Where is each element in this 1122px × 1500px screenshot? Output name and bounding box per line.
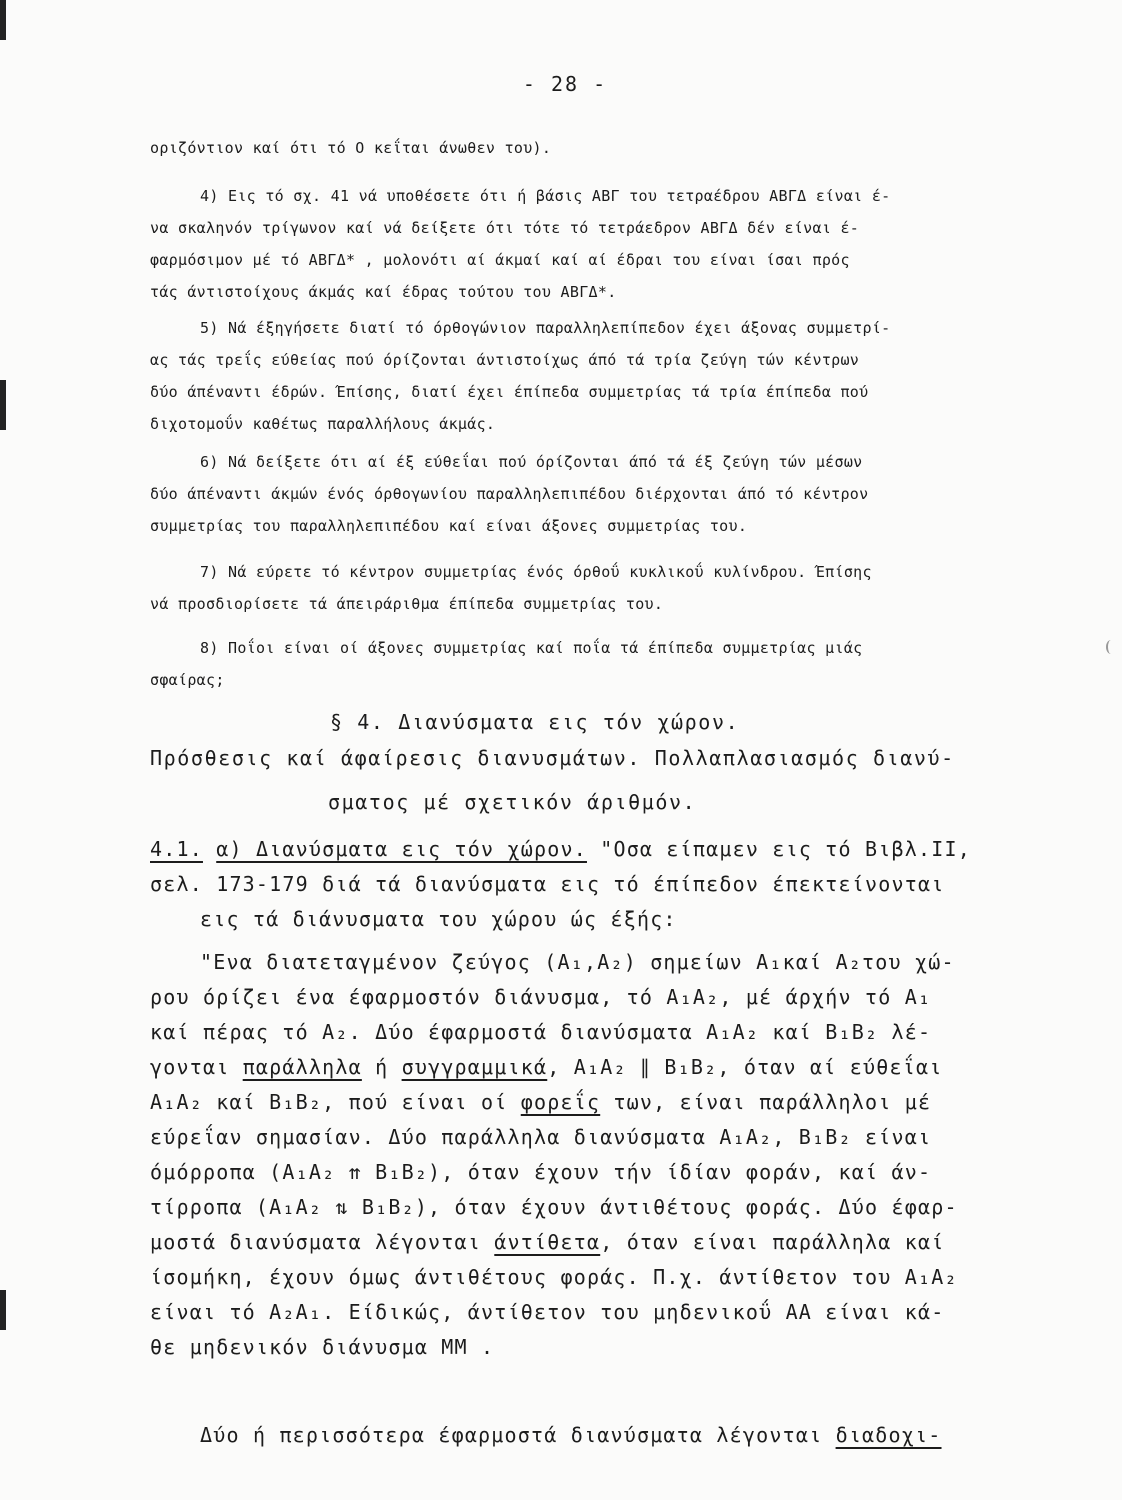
exercise-5 bbox=[150, 312, 1010, 440]
text-line: σελ. 173-179 διά τά διανύσματα εις τό έπίπεδον έπεκτείνονται bbox=[150, 872, 945, 896]
text-line: είναι τό Α₂Α₁. Είδικώς, άντίθετον του μηδενικοΰ ΑΑ είναι κά- bbox=[150, 1300, 945, 1324]
text-line: οριζόντιον καί ότι τό Ο κεΐται άνωθεν του). bbox=[150, 139, 552, 157]
text-line: εύρεΐαν σημασίαν. Δύο παράλληλα διανύσματα Α₁Α₂, Β₁Β₂ είναι bbox=[150, 1125, 932, 1149]
text-line: φαρμόσιμον μέ τό ΑΒΓΔ* , μολονότι αί άκμαί καί αί έδραι του είναι ίσαι πρός bbox=[150, 251, 850, 269]
text-line: σφαίρας; bbox=[150, 671, 225, 689]
text-span: , Α₁Α₂ ∥ Β₁Β₂, όταν αί εύθεΐαι bbox=[547, 1055, 943, 1079]
text-line bbox=[150, 832, 1010, 867]
text-line bbox=[150, 1225, 1010, 1260]
section-subtitle-cont: σματος μέ σχετικόν άριθμόν. bbox=[328, 790, 697, 814]
paragraph-4-1 bbox=[150, 832, 1010, 937]
text-line: εις τά διάνυσματα του χώρου ώς έξής: bbox=[200, 907, 677, 931]
text-line: "Ενα διατεταγμένον ζεύγος (Α₁,Α₂) σημείων Α₁καί Α₂του χώ- bbox=[200, 950, 955, 974]
text-line bbox=[150, 1085, 1010, 1120]
paragraph-definitions bbox=[150, 945, 1010, 1365]
exercise-8 bbox=[150, 632, 1010, 696]
text-line: τίρροπα (Α₁Α₂ ⇅ Β₁Β₂), όταν έχουν άντιθέτους φοράς. Δύο έφαρ- bbox=[150, 1195, 958, 1219]
term-opposite: άντίθετα bbox=[494, 1230, 601, 1254]
text-span: Δύο ή περισσότερα έφαρμοστά διανύσματα λέγονται bbox=[200, 1423, 836, 1447]
text-line: ρου όρίζει ένα έφαρμοστόν διάνυσμα, τό Α₁Α₂, μέ άρχήν τό Α₁ bbox=[150, 985, 932, 1009]
scan-edge-mark bbox=[0, 1290, 6, 1330]
term-collinear: συγγραμμικά bbox=[401, 1055, 548, 1079]
paragraph-number: 4.1. bbox=[150, 837, 203, 861]
text-line: 7) Νά εύρετε τό κέντρον συμμετρίας ένός όρθοΰ κυκλικοΰ κυλίνδρου. Έπίσης bbox=[200, 563, 872, 581]
text-span: "Οσα είπαμεν εις τό Βιβλ.ΙΙ, bbox=[586, 837, 971, 861]
section-subtitle: Πρόσθεσις καί άφαίρεσις διανυσμάτων. Πολλαπλασιασμός διανύ- bbox=[150, 746, 955, 770]
exercise-4 bbox=[150, 180, 1010, 308]
text-line: 5) Νά έξηγήσετε διατί τό όρθογώνιον παραλληλεπίπεδον έχει άξονας συμμετρί- bbox=[200, 319, 891, 337]
exercise-7 bbox=[150, 556, 1010, 620]
text-line: ας τάς τρεΐς εύθείας πού όρίζονται άντιστοίχως άπό τά τρία ζεύγη τών κέντρων bbox=[150, 351, 860, 369]
text-line: τάς άντιστοίχους άκμάς καί έδρας τούτου του ΑΒΓΔ*. bbox=[150, 283, 617, 301]
exercise-6 bbox=[150, 446, 1010, 542]
paragraph-consecutive bbox=[150, 1418, 1010, 1453]
term-consecutive: διαδοχι- bbox=[835, 1423, 942, 1447]
text-line: θε μηδενικόν διάνυσμα ΜΜ . bbox=[150, 1335, 495, 1359]
term-carriers: φορεΐς bbox=[520, 1090, 601, 1114]
term-parallel: παράλληλα bbox=[242, 1055, 362, 1079]
text-span: ή bbox=[361, 1055, 402, 1079]
margin-mark bbox=[1106, 640, 1116, 654]
text-span: Α₁Α₂ καί Β₁Β₂, πού είναι οί bbox=[150, 1090, 521, 1114]
text-line: νά προσδιορίσετε τά άπειράριθμα έπίπεδα συμμετρίας του. bbox=[150, 595, 664, 613]
text-span: γονται bbox=[150, 1055, 243, 1079]
text-line bbox=[150, 1050, 1010, 1085]
text-line: να σκαληνόν τρίγωνον καί νά δείξετε ότι τότε τό τετράεδρον ΑΒΓΔ δέν είναι έ- bbox=[150, 219, 860, 237]
paragraph-heading: α) Διανύσματα εις τόν χώρον. bbox=[216, 837, 587, 861]
text-line: συμμετρίας του παραλληλεπιπέδου καί είναι άξονες συμμετρίας του. bbox=[150, 517, 748, 535]
text-line: 8) Ποΐοι είναι οί άξονες συμμετρίας καί ποΐα τά έπίπεδα συμμετρίας μιάς bbox=[200, 639, 863, 657]
text-line: ίσομήκη, έχουν όμως άντιθέτους φοράς. Π.χ. άντίθετον του Α₁Α₂ bbox=[150, 1265, 958, 1289]
text-span: , όταν είναι παράλληλα καί bbox=[600, 1230, 945, 1254]
text-line: δύο άπέναντι έδρών. Έπίσης, διατί έχει έπίπεδα συμμετρίας τά τρία έπίπεδα πού bbox=[150, 383, 869, 401]
scan-edge-mark bbox=[0, 380, 6, 430]
text-line bbox=[150, 1418, 1010, 1453]
text-line: διχοτομοΰν καθέτως παραλλήλους άκμάς. bbox=[150, 415, 496, 433]
continuation-text bbox=[150, 132, 1010, 164]
text-span: μοστά διανύσματα λέγονται bbox=[150, 1230, 495, 1254]
text-line: 4) Εις τό σχ. 41 νά υποθέσετε ότι ή βάσις ΑΒΓ του τετραέδρου ΑΒΓΔ είναι έ- bbox=[200, 187, 891, 205]
text-line: όμόρροπα (Α₁Α₂ ⇈ Β₁Β₂), όταν έχουν τήν ίδίαν φοράν, καί άν- bbox=[150, 1160, 932, 1184]
section-title: § 4. Διανύσματα εις τόν χώρον. bbox=[330, 710, 740, 734]
page-number: - 28 - bbox=[522, 72, 608, 96]
text-line: 6) Νά δείξετε ότι αί έξ εύθεΐαι πού όρίζονται άπό τά έξ ζεύγη τών μέσων bbox=[200, 453, 863, 471]
text-span: των, είναι παράλληλοι μέ bbox=[600, 1090, 932, 1114]
scan-edge-mark bbox=[0, 0, 6, 40]
text-line: δύο άπέναντι άκμών ένός όρθογωνίου παραλληλεπιπέδου διέρχονται άπό τό κέντρον bbox=[150, 485, 869, 503]
text-line: καί πέρας τό Α₂. Δύο έφαρμοστά διανύσματα Α₁Α₂ καί Β₁Β₂ λέ- bbox=[150, 1020, 932, 1044]
